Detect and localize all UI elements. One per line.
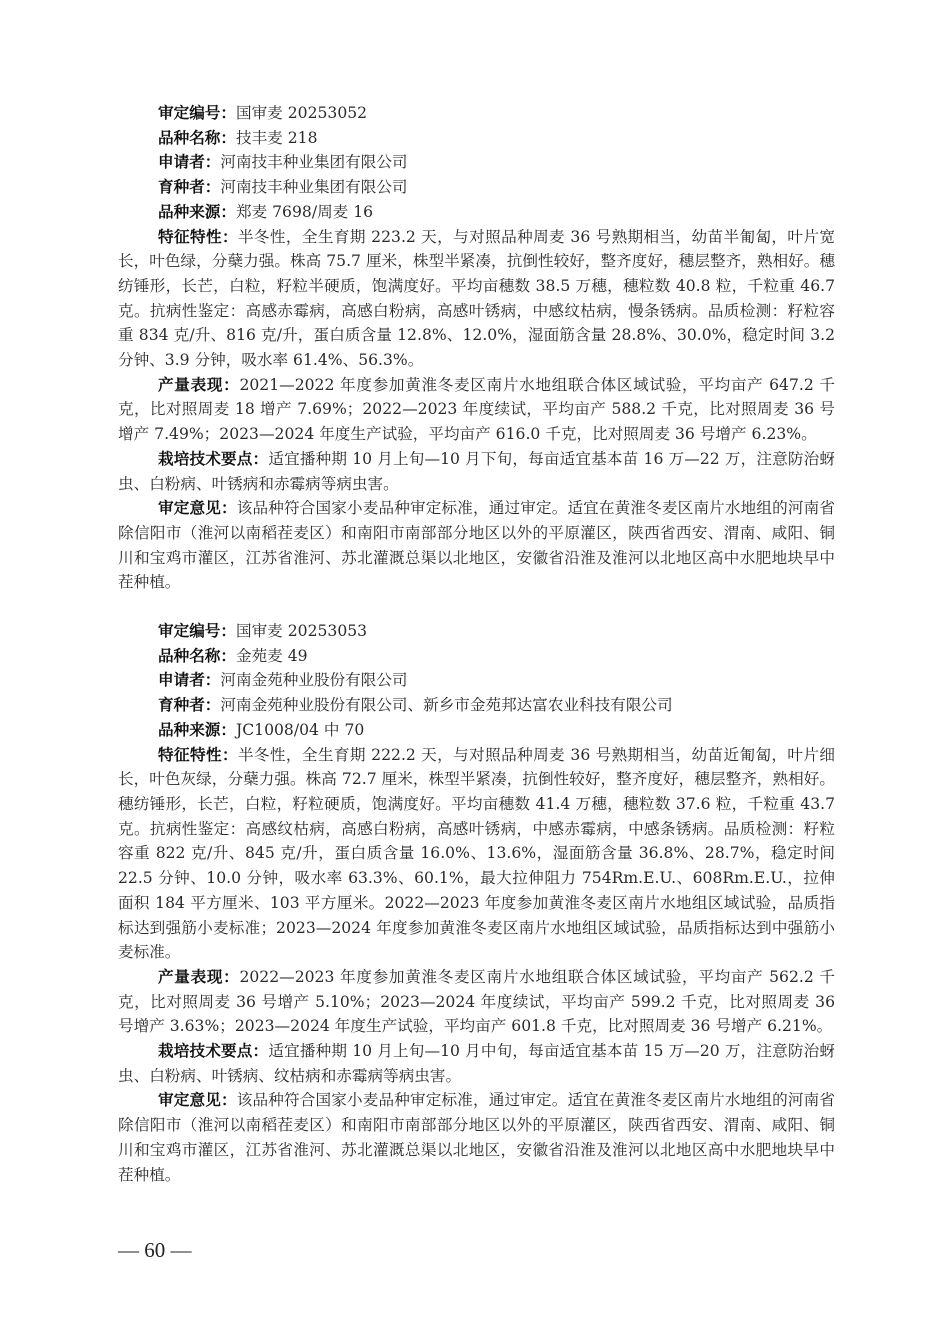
field-label: 育种者： (158, 178, 221, 197)
field-paragraph (118, 175, 835, 200)
field-label: 特征特性： (158, 227, 238, 246)
field-label: 审定意见： (158, 499, 237, 518)
variety-entry (118, 101, 835, 595)
field-value: 河南技丰种业集团有限公司 (220, 178, 408, 197)
field-paragraph (118, 1088, 835, 1187)
field-paragraph (118, 619, 835, 644)
field-value: 半冬性，全生育期 222.2 天，与对照品种周麦 36 号熟期相当，幼苗近匍匐，叶片细长，叶色灰绿，分蘖力强。株高 72.7 厘米，株型半紧凑，抗倒性较好，整齐度好，穗层整齐，熟相好。穗纺锤形，长芒，白粒，籽粒硬质，饱满度好。平均亩穗数 41.4 万穗，穗粒数 37.6 粒，千粒重 43.7 克。抗病性鉴定：高感纹枯病，高感白粉病，高感叶锈病，中感赤霉病，中感条锈病。品质检测：籽粒容重 822 克/升、845 克/升，蛋白质含量 16.0%、13.6%，湿面筋含量 36.8%、28.7%，稳定时间 22.5 分钟、10.0 分钟，吸水率 63.3%、60.1%，最大拉伸阻力 754Rm.E.U.、608Rm.E.U.，拉伸面积 184 平方厘米、103 平方厘米。2022—2023 年度参加黄淮冬麦区南片水地组区域试验，品质指标达到强筋小麦标准；2023—2024 年度参加黄淮冬麦区南片水地组区域试验，品质指标达到中强筋小麦标准。 (118, 745, 835, 962)
field-label: 产量表现： (158, 967, 240, 986)
field-value: 该品种符合国家小麦品种审定标准，通过审定。适宜在黄淮冬麦区南片水地组的河南省除信阳市（淮河以南稻茬麦区）和南阳市南部部分地区以外的平原灌区，陕西省西安、渭南、咸阳、铜川和宝鸡市灌区，江苏省淮河、苏北灌溉总渠以北地区，安徽省沿淮及淮河以北地区高中水肥地块早中茬种植。 (118, 499, 835, 592)
field-value: 河南技丰种业集团有限公司 (220, 153, 408, 172)
field-label: 特征特性： (158, 745, 238, 764)
field-paragraph (118, 126, 835, 151)
field-label: 品种名称： (158, 128, 236, 147)
field-paragraph (118, 644, 835, 669)
field-paragraph (118, 447, 835, 496)
field-value: JC1008/04 中 70 (235, 720, 365, 739)
page-number: — 60 — (118, 1238, 192, 1262)
field-label: 栽培技术要点： (158, 449, 269, 468)
field-value: 2022—2023 年度参加黄淮冬麦区南片水地组联合体区域试验，平均亩产 562.2 千克，比对照周麦 36 号增产 5.10%；2023—2024 年度续试，平均亩产 599.2 千克，比对照周麦 36 号增产 3.63%；2023—2024 年度生产试验，平均亩产 601.8 千克，比对照周麦 36 号增产 6.21%。 (118, 967, 835, 1036)
field-label: 申请者： (158, 153, 221, 172)
field-value: 技丰麦 218 (235, 128, 318, 147)
field-label: 审定编号： (158, 622, 236, 641)
field-paragraph (118, 1039, 835, 1088)
field-value: 郑麦 7698/周麦 16 (235, 202, 374, 221)
field-paragraph (118, 743, 835, 965)
field-paragraph (118, 496, 835, 595)
field-paragraph (118, 150, 835, 175)
document-page (118, 101, 835, 1211)
field-paragraph (118, 225, 835, 373)
field-value: 适宜播种期 10 月上旬—10 月下旬，每亩适宜基本苗 16 万—22 万，注意防治蚜虫、白粉病、叶锈病和赤霉病等病虫害。 (118, 449, 835, 493)
field-paragraph (118, 965, 835, 1039)
field-value: 国审麦 20253053 (235, 622, 368, 641)
field-paragraph (118, 200, 835, 225)
field-value: 国审麦 20253052 (235, 104, 368, 122)
field-label: 栽培技术要点： (158, 1042, 269, 1061)
field-label: 审定意见： (158, 1091, 237, 1110)
field-value: 2021—2022 年度参加黄淮冬麦区南片水地组联合体区域试验，平均亩产 647.2 千克，比对照周麦 18 增产 7.69%；2022—2023 年度续试，平均亩产 588.2 千克，比对照周麦 36 号增产 7.49%；2023—2024 年度生产试验，平均亩产 616.0 千克，比对照周麦 36 号增产 6.23%。 (118, 375, 835, 444)
field-label: 审定编号： (158, 104, 236, 122)
field-value: 适宜播种期 10 月上旬—10 月中旬，每亩适宜基本苗 15 万—20 万，注意防治蚜虫、白粉病、叶锈病、纹枯病和赤霉病等病虫害。 (118, 1042, 835, 1085)
field-label: 产量表现： (158, 375, 240, 394)
variety-entry (118, 619, 835, 1187)
field-paragraph (118, 101, 835, 126)
field-label: 品种名称： (158, 646, 236, 665)
field-value: 河南金苑种业股份有限公司、新乡市金苑邦达富农业科技有限公司 (220, 696, 673, 715)
field-label: 育种者： (158, 696, 221, 715)
field-value: 该品种符合国家小麦品种审定标准，通过审定。适宜在黄淮冬麦区南片水地组的河南省除信阳市（淮河以南稻茬麦区）和南阳市南部部分地区以外的平原灌区，陕西省西安、渭南、咸阳、铜川和宝鸡市灌区，江苏省淮河、苏北灌溉总渠以北地区，安徽省沿淮及淮河以北地区高中水肥地块早中茬种植。 (118, 1091, 835, 1184)
field-label: 品种来源： (158, 202, 236, 221)
field-paragraph (118, 668, 835, 693)
field-paragraph (118, 693, 835, 718)
field-label: 品种来源： (158, 720, 236, 739)
field-value: 金苑麦 49 (235, 646, 308, 665)
field-label: 申请者： (158, 671, 221, 690)
field-paragraph (118, 718, 835, 743)
field-value: 河南金苑种业股份有限公司 (220, 671, 408, 690)
field-value: 半冬性，全生育期 223.2 天，与对照品种周麦 36 号熟期相当，幼苗半匍匐，叶片宽长，叶色绿，分蘖力强。株高 75.7 厘米，株型半紧凑，抗倒性较好，整齐度好，穗层整齐，熟相好。穗纺锤形，长芒，白粒，籽粒半硬质，饱满度好。平均亩穗数 38.5 万穗，穗粒数 40.8 粒，千粒重 46.7 克。抗病性鉴定：高感赤霉病，高感白粉病，高感叶锈病，中感纹枯病，慢条锈病。品质检测：籽粒容重 834 克/升、816 克/升，蛋白质含量 12.8%、12.0%，湿面筋含量 28.8%、30.0%，稳定时间 3.2 分钟、3.9 分钟，吸水率 61.4%、56.3%。 (118, 227, 835, 370)
field-paragraph (118, 373, 835, 447)
